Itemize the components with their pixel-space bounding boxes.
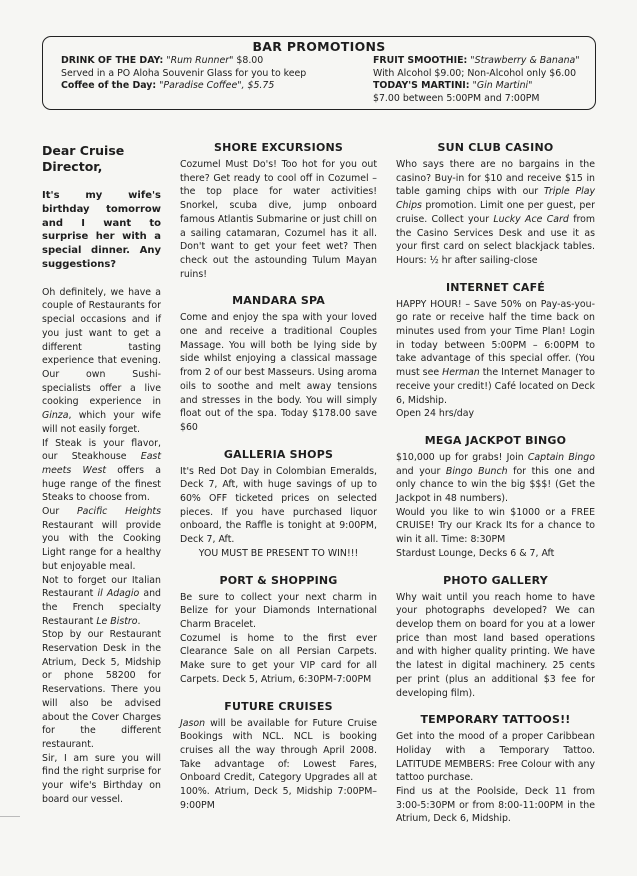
bar-promotions-box: [42, 36, 596, 110]
letter-answer: [42, 286, 161, 807]
casino-section: [396, 140, 595, 268]
section-text: Why wait until you reach home to have your photographs developed? We can develop them on board for you at a lower price than most land based operations and with higher quality printing. We have the latest in digital machinery. 25 cents per print (plus an additional $3 fee for developing film).: [396, 591, 595, 699]
edge-mark: [0, 816, 20, 817]
martini-label: TODAY'S MARTINI:: [373, 80, 470, 92]
promo-name: Lucky Ace Card: [493, 213, 569, 225]
section-text-body: $10,000 up for grabs! Join: [396, 451, 528, 463]
smoothie-prices: With Alcohol $9.00; Non-Alcohol only $6.00: [373, 67, 577, 79]
restaurant-le-bistro: Le Bistro: [96, 615, 138, 627]
section-title: SHORE EXCURSIONS: [213, 141, 344, 154]
section-text: Come and enjoy the spa with your loved one and receive a traditional Couples Massage. You will both be lying side by side whilst enjoying a classical massage from 2 of our best Masseurs. Using aroma oils to soothe and melt away tensions and stresses in the body. You will simply float out of the spa. Today $178.00 save $60: [180, 312, 377, 433]
host-name: Bingo Bunch: [445, 465, 508, 477]
section-title: TEMPORARY TATTOOS!!: [420, 713, 571, 727]
answer-text: Restaurant will provide you with the Cooking Light range for a healthy but enjoyable meal.: [42, 519, 161, 572]
coffee-label: Coffee of the Day:: [61, 80, 157, 92]
section-text: Be sure to collect your next charm in Belize for your Diamonds International Charm Bracelet.: [180, 591, 377, 630]
photo-gallery-section: [396, 573, 595, 701]
mandara-spa-section: [180, 293, 377, 434]
section-text: Find us at the Poolside, Deck 11 from 3:00-5:30PM or from 8:00-11:00PM in the Atrium, Deck 6, Midship.: [396, 786, 595, 825]
restaurant-il-adagio: il Adagio: [97, 588, 140, 600]
section-title: FUTURE CRUISES: [224, 699, 333, 713]
answer-text: offers a huge range of the finest Steaks to choose from.: [42, 464, 161, 504]
section-text: Stardust Lounge, Decks 6 & 7, Aft: [396, 547, 555, 559]
answer-paragraph: [42, 505, 161, 574]
bar-right-column: [373, 55, 580, 105]
section-text-body: for this one and only chance to win the big $$$! (Get the Jackpot in 48 numbers).: [396, 465, 595, 505]
tattoos-section: [396, 712, 595, 826]
answer-paragraph: [42, 437, 161, 506]
middle-column: [180, 140, 377, 824]
bingo-section: [396, 433, 595, 561]
section-title: MANDARA SPA: [232, 294, 325, 308]
right-column: [396, 140, 595, 838]
raffle-note: YOU MUST BE PRESENT TO WIN!!!: [198, 547, 359, 559]
drink-description: Served in a PO Aloha Souvenir Glass for you to keep: [61, 67, 307, 79]
section-text: [396, 298, 595, 408]
answer-text: .: [137, 615, 141, 627]
section-text-body: HAPPY HOUR! – Save 50% on Pay-as-you-go rate or receive half the time back on minutes used from your Time Plan! Login in today between 5:00PM – 6:00PM to take advantage of this special offer. (You must see: [396, 298, 595, 379]
bar-promotions-title: BAR PROMOTIONS: [252, 39, 386, 54]
answer-text: If Steak is your flavor, our Steakhouse: [42, 437, 161, 463]
host-name: Captain Bingo: [527, 451, 595, 463]
section-text: [180, 717, 377, 813]
martini-price: $7.00 between 5:00PM and 7:00PM: [373, 92, 540, 104]
section-text: [396, 451, 595, 506]
answer-paragraph: [42, 286, 161, 437]
future-cruises-section: [180, 699, 377, 813]
section-text: Would you like to win $1000 or a FREE CRUISE! Try our Krack Its for a chance to win it all. Time: 8:30PM: [396, 506, 595, 546]
shore-excursions-section: [180, 140, 377, 281]
section-text-body: the Internet Manager to receive your credit!) Café located on Deck 6, Midship.: [396, 367, 595, 406]
coffee-name: "Paradise Coffee", $5.75: [159, 80, 275, 92]
drink-label: DRINK OF THE DAY:: [61, 55, 164, 66]
smoothie-name: "Strawberry & Banana": [470, 55, 580, 66]
letter-greeting: Dear Cruise Director,: [42, 143, 125, 174]
letter-column: [42, 140, 161, 807]
answer-text: Oh definitely, we have a couple of Restaurants for special occasions and if you just want to get a different tasting experience that evening. Our own Sushi-specialists offer a live cooking experience in: [42, 286, 161, 408]
answer-text: and the French specialty Restaurant: [42, 588, 161, 627]
letter-question: It's my wife's birthday tomorrow and I want to surprise her with a special dinner. Any suggestions?: [42, 190, 161, 270]
section-text: Open 24 hrs/day: [396, 408, 475, 420]
drink-name: "Rum Runner": [166, 55, 234, 66]
answer-text: , which your wife will not easily forget.: [42, 410, 161, 435]
drink-price: $8.00: [233, 55, 264, 66]
restaurant-east-meets-west: East meets West: [42, 451, 161, 476]
martini-name: "Gin Martini": [472, 80, 533, 92]
section-title: MEGA JACKPOT BINGO: [424, 433, 567, 447]
section-text-body: and your: [396, 465, 446, 477]
answer-paragraph: Sir, I am sure you will find the right surprise for your wife's Birthday on board our vessel.: [42, 752, 161, 805]
section-text-body: will be available for Future Cruise Bookings with NCL. NCL is booking cruises all the way through April 2008. Take advantage of: Lowest Fares, Onboard Credit, Category Upgrades all at 100%. Atrium, Deck 5, Midship 7:00PM–9:00PM: [180, 717, 377, 811]
section-title: INTERNET CAFÉ: [445, 280, 546, 294]
port-shopping-section: [180, 573, 377, 687]
contact-name: Jason: [180, 717, 206, 729]
section-text: It's Red Dot Day in Colombian Emeralds, Deck 7, Aft, with huge savings of up to 60% OFF ticketed prices on selected pieces. If you have purchased liquor onboard, the Raffle is tonight at 9:00PM, Deck 7, Aft.: [180, 465, 377, 546]
section-title: GALLERIA SHOPS: [223, 447, 334, 461]
section-text: Cozumel Must Do's! Too hot for you out there? Get ready to cool off in Cozumel – the top place for water activities! Snorkel, scuba dive, jump onboard famous Atlantis Submarine or just chill on a sailing catamaran, Cozumel has it all. Don't want to get your feet wet? Then check out the astounding Tulum Mayan ruins!: [180, 159, 377, 280]
section-title: PHOTO GALLERY: [443, 573, 548, 587]
section-text: [396, 158, 595, 268]
answer-paragraph: Stop by our Restaurant Reservation Desk in the Atrium, Deck 5, Midship or phone 58200 for Reservations. There you will also be advised about the Cover Charges for the different restaurant.: [42, 629, 161, 750]
section-title: SUN CLUB CASINO: [437, 141, 554, 154]
bar-left-column: [61, 55, 306, 93]
smoothie-label: FRUIT SMOOTHIE:: [373, 55, 468, 66]
restaurant-pacific-heights: Pacific Heights: [76, 506, 161, 518]
answer-paragraph: [42, 574, 161, 629]
internet-cafe-section: [396, 280, 595, 421]
answer-text: Not to forget our Italian Restaurant: [42, 574, 161, 600]
section-text-body: from the Casino Services Desk and use it as your first card on select blackjack tables. Hours: ½ hr after sailing-close: [396, 213, 596, 266]
section-title: PORT & SHOPPING: [219, 573, 338, 587]
section-text: Get into the mood of a proper Caribbean Holiday with a Temporary Tattoo. LATITUDE MEMBERS: Free Colour with any tattoo purchase.: [396, 731, 595, 784]
promo-name: Triple Play Chips: [396, 186, 595, 212]
galleria-shops-section: [180, 447, 377, 561]
restaurant-ginza: Ginza: [42, 410, 69, 422]
section-text: Cozumel is home to the first ever Clearance Sale on all Persian Carpets. Make sure to get your VIP card for all Carpets. Deck 5, Atrium, 6:30PM-7:00PM: [180, 632, 377, 685]
answer-text: Our: [42, 506, 77, 518]
section-text-body: promotion. Limit one per guest, per cruise. Collect your: [396, 200, 595, 225]
section-text-body: Who says there are no bargains in the casino? Buy-in for $10 and receive $15 in table gaming chips with our: [396, 159, 595, 198]
manager-name: Herman: [442, 367, 480, 379]
